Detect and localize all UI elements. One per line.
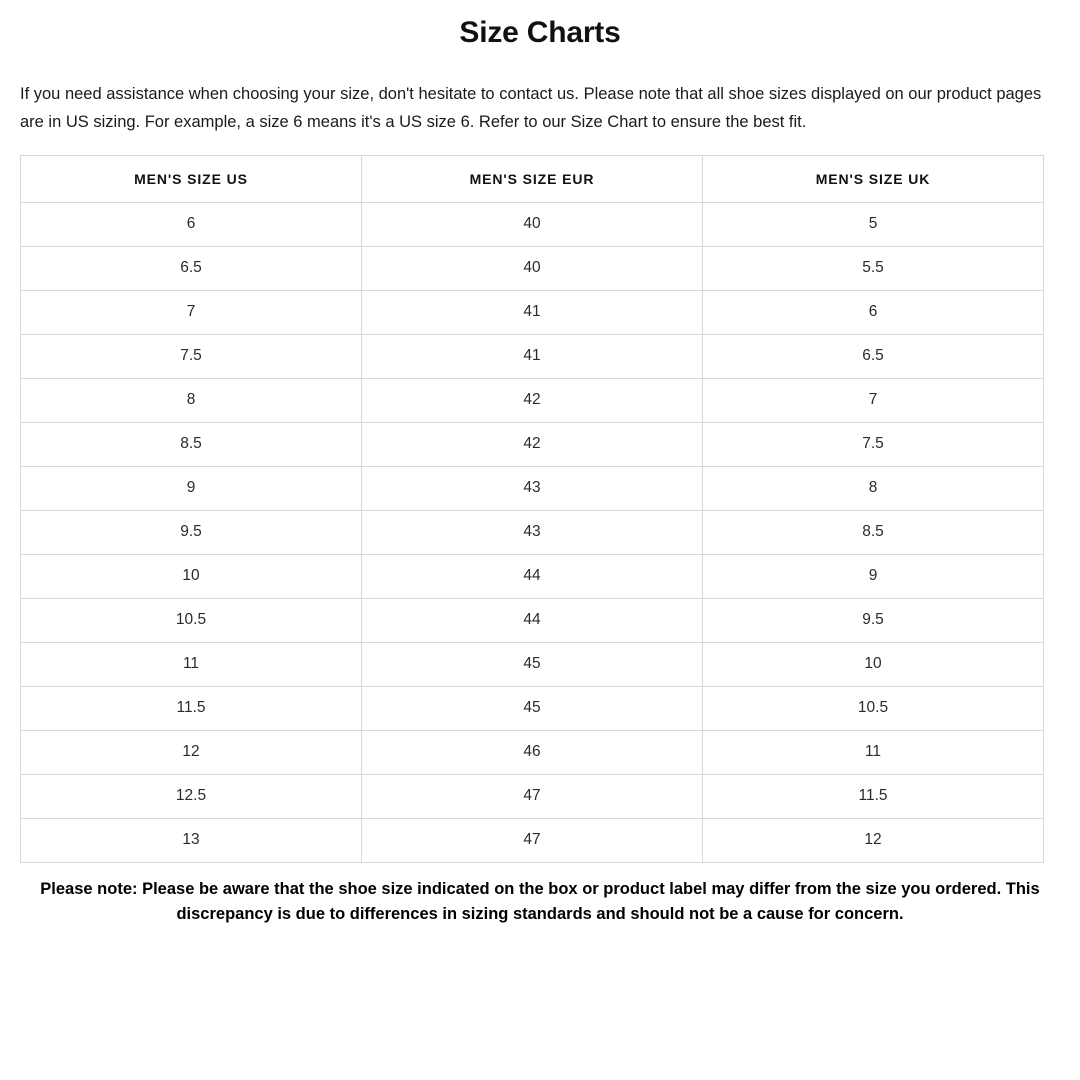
cell-uk: 5.5 (703, 246, 1044, 290)
cell-eur: 43 (362, 510, 703, 554)
cell-uk: 6.5 (703, 334, 1044, 378)
cell-uk: 9 (703, 554, 1044, 598)
cell-eur: 42 (362, 378, 703, 422)
table-row (21, 334, 1044, 378)
column-header-uk: MEN'S SIZE UK (703, 155, 1044, 202)
cell-us: 12.5 (21, 774, 362, 818)
table-header (21, 155, 1044, 202)
cell-eur: 40 (362, 246, 703, 290)
cell-uk: 10 (703, 642, 1044, 686)
table-row (21, 598, 1044, 642)
table-row (21, 554, 1044, 598)
cell-uk: 6 (703, 290, 1044, 334)
size-chart-table (20, 155, 1044, 863)
cell-us: 7.5 (21, 334, 362, 378)
cell-uk: 7 (703, 378, 1044, 422)
disclaimer-note: Please note: Please be aware that the shoe size indicated on the box or product label may differ from the size you ordered. This discrepancy is due to differences in sizing standards and should not be a cause for concern. (40, 879, 1040, 924)
intro-paragraph: If you need assistance when choosing your size, don't hesitate to contact us. Please note that all shoe sizes displayed on our product pages are in US sizing. For example, a size 6 means it's a US size 6. Refer to our Size Chart to ensure the best fit. (20, 85, 1042, 132)
cell-us: 6.5 (21, 246, 362, 290)
table-row (21, 202, 1044, 246)
cell-us: 12 (21, 730, 362, 774)
cell-uk: 8 (703, 466, 1044, 510)
cell-eur: 44 (362, 554, 703, 598)
table-row (21, 730, 1044, 774)
cell-us: 10.5 (21, 598, 362, 642)
table-row (21, 818, 1044, 862)
table-row (21, 510, 1044, 554)
cell-uk: 9.5 (703, 598, 1044, 642)
cell-eur: 47 (362, 818, 703, 862)
cell-us: 8.5 (21, 422, 362, 466)
table-row (21, 422, 1044, 466)
cell-us: 11 (21, 642, 362, 686)
page-title: Size Charts (459, 16, 621, 49)
cell-us: 10 (21, 554, 362, 598)
table-row (21, 642, 1044, 686)
cell-eur: 42 (362, 422, 703, 466)
table-header-row (21, 155, 1044, 202)
cell-eur: 41 (362, 290, 703, 334)
cell-eur: 47 (362, 774, 703, 818)
cell-uk: 8.5 (703, 510, 1044, 554)
table-row (21, 774, 1044, 818)
table-body (21, 202, 1044, 862)
column-header-us: MEN'S SIZE US (21, 155, 362, 202)
cell-us: 11.5 (21, 686, 362, 730)
cell-eur: 45 (362, 642, 703, 686)
cell-us: 13 (21, 818, 362, 862)
cell-eur: 41 (362, 334, 703, 378)
cell-eur: 40 (362, 202, 703, 246)
table-row (21, 290, 1044, 334)
cell-uk: 5 (703, 202, 1044, 246)
cell-us: 9.5 (21, 510, 362, 554)
table-row (21, 378, 1044, 422)
cell-uk: 7.5 (703, 422, 1044, 466)
cell-us: 6 (21, 202, 362, 246)
cell-eur: 44 (362, 598, 703, 642)
cell-uk: 11.5 (703, 774, 1044, 818)
cell-uk: 11 (703, 730, 1044, 774)
cell-uk: 10.5 (703, 686, 1044, 730)
cell-eur: 46 (362, 730, 703, 774)
cell-uk: 12 (703, 818, 1044, 862)
table-row (21, 466, 1044, 510)
cell-eur: 43 (362, 466, 703, 510)
cell-eur: 45 (362, 686, 703, 730)
cell-us: 7 (21, 290, 362, 334)
cell-us: 9 (21, 466, 362, 510)
table-row (21, 686, 1044, 730)
column-header-eur: MEN'S SIZE EUR (362, 155, 703, 202)
table-row (21, 246, 1044, 290)
cell-us: 8 (21, 378, 362, 422)
